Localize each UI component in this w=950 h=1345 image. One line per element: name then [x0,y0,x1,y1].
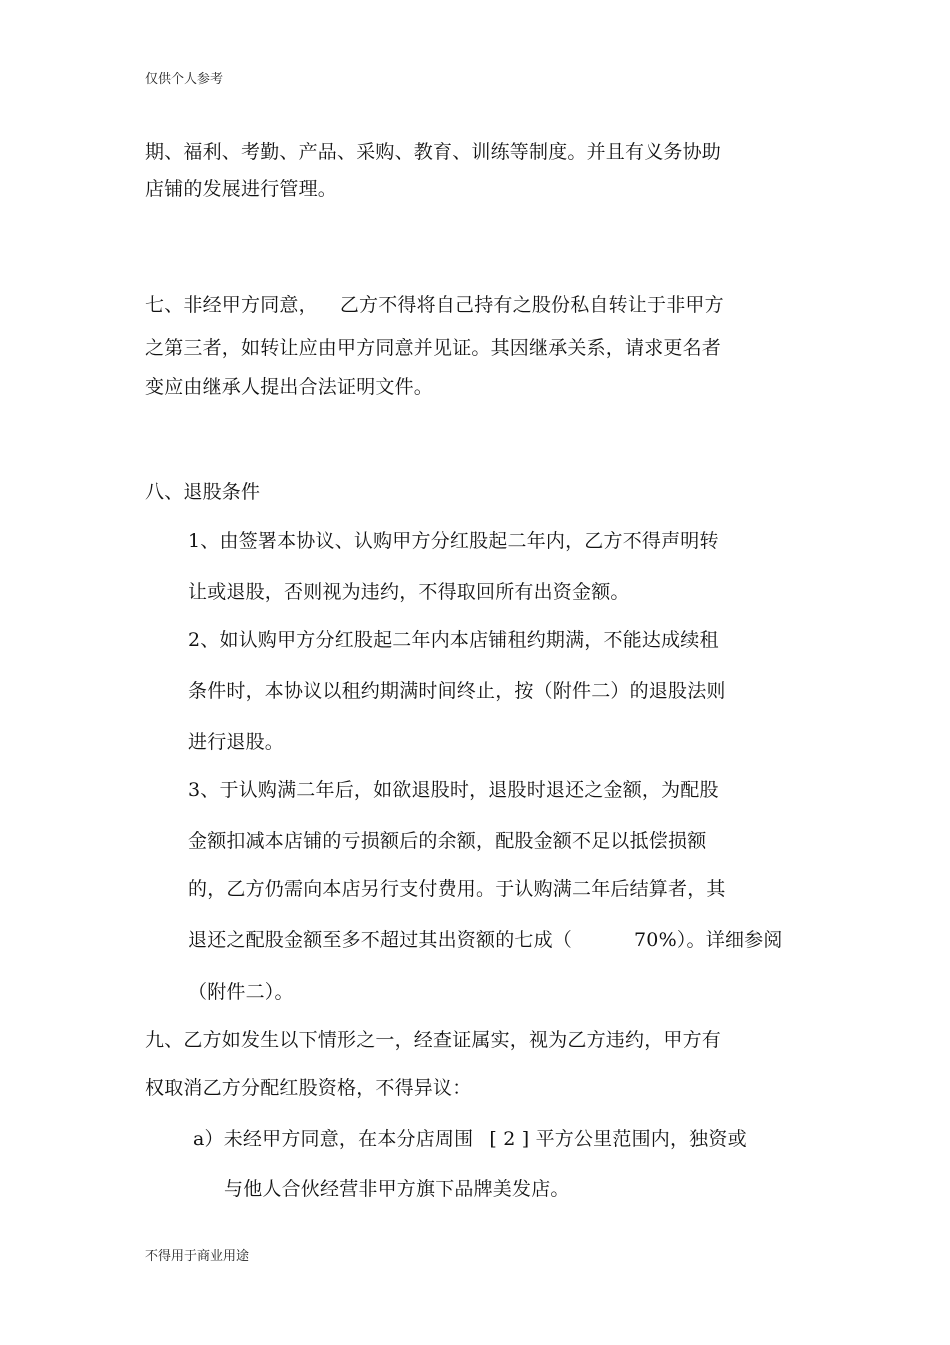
clause-8-item-3-line-1: 3、于认购满二年后，如欲退股时，退股时退还之金额，为配股 [188,779,719,801]
clause-8-item-3-line-4-a: 退还之配股金额至多不超过其出资额的七成（ [188,929,573,951]
clause-9-item-a-line-1-b: [ 2 ] 平方公里范围内，独资或 [489,1128,747,1150]
clause-8-item-3-line-2: 金额扣减本店铺的亏损额后的余额，配股金额不足以抵偿损额 [188,830,707,852]
clause-8-item-3-line-4 [188,927,783,953]
clause-8-item-3-line-3: 的，乙方仍需向本店另行支付费用。于认购满二年后结算者，其 [188,878,726,900]
clause-7-line-1-b: 乙方不得将自己持有之股份私自转让于非甲方 [339,294,724,316]
footer-note: 不得用于商业用途 [145,1249,250,1264]
clause-8-item-2-line-2: 条件时，本协议以租约期满时间终止，按（附件二）的退股法则 [188,680,726,702]
clause-9-line-2: 权取消乙方分配红股资格，不得异议： [145,1077,472,1099]
clause-7-line-3: 变应由继承人提出合法证明文件。 [145,376,434,398]
clause-7-line-2: 之第三者，如转让应由甲方同意并见证。其因继承关系，请求更名者 [145,337,722,359]
continuation-line-1: 期、福利、考勤、产品、采购、教育、训练等制度。并且有义务协助 [145,141,722,163]
clause-9-line-1: 九、乙方如发生以下情形之一，经查证属实，视为乙方违约，甲方有 [145,1029,722,1051]
clause-7-line-1 [145,292,724,318]
continuation-line-2: 店铺的发展进行管理。 [145,178,338,200]
clause-8-item-1-line-1: 1、由签署本协议、认购甲方分红股起二年内，乙方不得声明转 [188,530,719,552]
clause-9-item-a-line-1-a: a）未经甲方同意，在本分店周围 [193,1128,474,1150]
clause-8-item-3-line-4-b: 70%）。详细参阅 [634,929,783,951]
clause-9-item-a-line-1 [193,1126,747,1152]
clause-8-item-3-line-5: （附件二）。 [188,981,294,1003]
clause-7-line-1-a: 七、非经甲方同意， [145,294,318,316]
clause-9-item-a-line-2: 与他人合伙经营非甲方旗下品牌美发店。 [224,1178,570,1200]
clause-8-item-1-line-2: 让或退股，否则视为违约，不得取回所有出资金额。 [188,581,630,603]
clause-8-item-2-line-3: 进行退股。 [188,731,285,753]
clause-8-title: 八、退股条件 [145,481,261,503]
clause-8-item-2-line-1: 2、如认购甲方分红股起二年内本店铺租约期满，不能达成续租 [188,629,719,651]
header-note: 仅供个人参考 [145,72,224,87]
